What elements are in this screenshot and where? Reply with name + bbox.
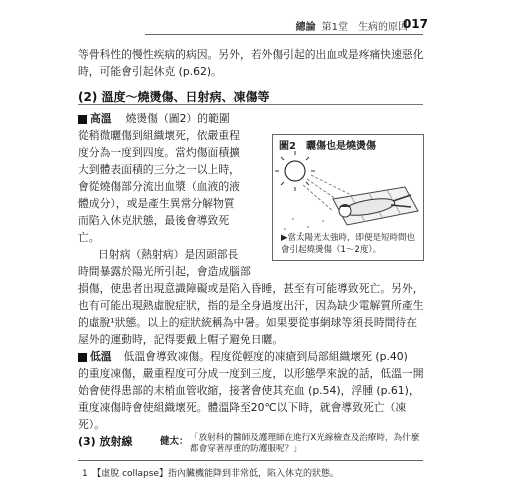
term-low-temp: 低溫	[90, 350, 112, 363]
header-section: 總論	[295, 22, 316, 33]
header-chapter: 第1堂 生病的原因	[321, 22, 408, 33]
high-temp-line: 而陷入休克狀態，最後會導致死	[78, 214, 230, 227]
high-temp-line: 體成分），或是產生異常分解物質	[78, 197, 235, 210]
section-heading: (2) 溫度～燒燙傷、日射病、凍傷等	[78, 90, 270, 104]
header-rule	[145, 34, 423, 35]
sunstroke-line: 日射病（熱射病）是因頭部長	[98, 248, 239, 261]
footnote: 1 【虛脫 collapse】指內臟機能降到非常低，陷入休克的狀態。	[82, 469, 339, 479]
figure-2	[272, 134, 424, 261]
high-temp-line: 大到體表面積的三分之一以上時，	[78, 163, 240, 176]
low-temp-line: 的重度凍傷，嚴重程度可分成一度到三度，以形態學來說的話，低溫一開	[78, 367, 424, 380]
footnote-rule	[78, 460, 423, 461]
kenta-line: 厚重的防護服呢？」	[224, 444, 302, 454]
sunstroke-line: 時間暴露於陽光所引起，會造成腦部	[78, 265, 251, 278]
low-temp-line	[78, 348, 408, 365]
sunstroke-line: 屋外的運動時，記得要戴上帽子避免日曬。	[78, 333, 284, 346]
high-temp-line: 度分為一度到四度。當灼傷面積擴	[78, 146, 240, 159]
high-temp-line: 會從燒傷部分流出血漿（血液的液	[78, 180, 240, 193]
sunstroke-line: 的虛脫¹狀態。以上的症狀統稱為中暑。如果要從事網球等須長時間待在	[78, 316, 418, 329]
low-temp-text: 低溫會導致凍傷。程度從輕度的凍瘡到局部組織壞死 (p.40)	[123, 350, 408, 363]
high-temp-text: 燒燙傷（圖2）的範圍	[125, 112, 230, 125]
section-heading: (3) 放射線	[78, 435, 133, 448]
page-number: 017	[402, 17, 428, 31]
high-temp-line	[78, 110, 230, 127]
kenta-line: 「放射科的醫師及護理師在進行X光線檢查及治療時，為什麼都會穿著	[190, 433, 420, 454]
low-temp-line: 死）。	[78, 418, 105, 431]
running-header	[296, 18, 408, 33]
sunstroke-line: 損傷，使患者出現意識障礙或是陷入昏睡，甚至有可能導致死亡。另外，	[78, 282, 424, 295]
sunburn-illustration	[273, 149, 423, 239]
high-temp-line: 亡。	[78, 231, 100, 244]
paragraph-line: 等骨科性的慢性疾病的病因。另外，若外傷引起的出血或是疼痛快速惡化	[78, 48, 424, 61]
figure-caption: ▶當太陽光太強時，即便是短時間也會引起燒燙傷（1～2度）。	[281, 233, 416, 255]
kenta-label: 健太：	[160, 436, 189, 447]
low-temp-line: 重度凍傷時會使組織壞死。體溫降至20℃以下時，就會導致死亡（凍	[78, 401, 407, 414]
high-temp-line: 從稍微曬傷到組織壞死，依嚴重程	[78, 129, 240, 142]
term-marker-icon	[78, 353, 87, 362]
sunstroke-line: 也有可能出現熱虛脫症狀，指的是全身過度出汗，因為缺少電解質所產生	[78, 299, 424, 312]
paragraph-line: 時，可能會引起休克 (p.62)。	[78, 65, 222, 78]
kenta-question	[190, 433, 422, 455]
term-marker-icon	[78, 115, 87, 124]
section-underline	[78, 104, 423, 105]
figure-title: 圖2 曬傷也是燒燙傷	[279, 141, 376, 152]
term-high-temp: 高溫	[90, 112, 112, 125]
low-temp-line: 始會使得患部的末梢血管收縮，接著會使其充血 (p.54)，浮腫 (p.61)，	[78, 384, 420, 397]
